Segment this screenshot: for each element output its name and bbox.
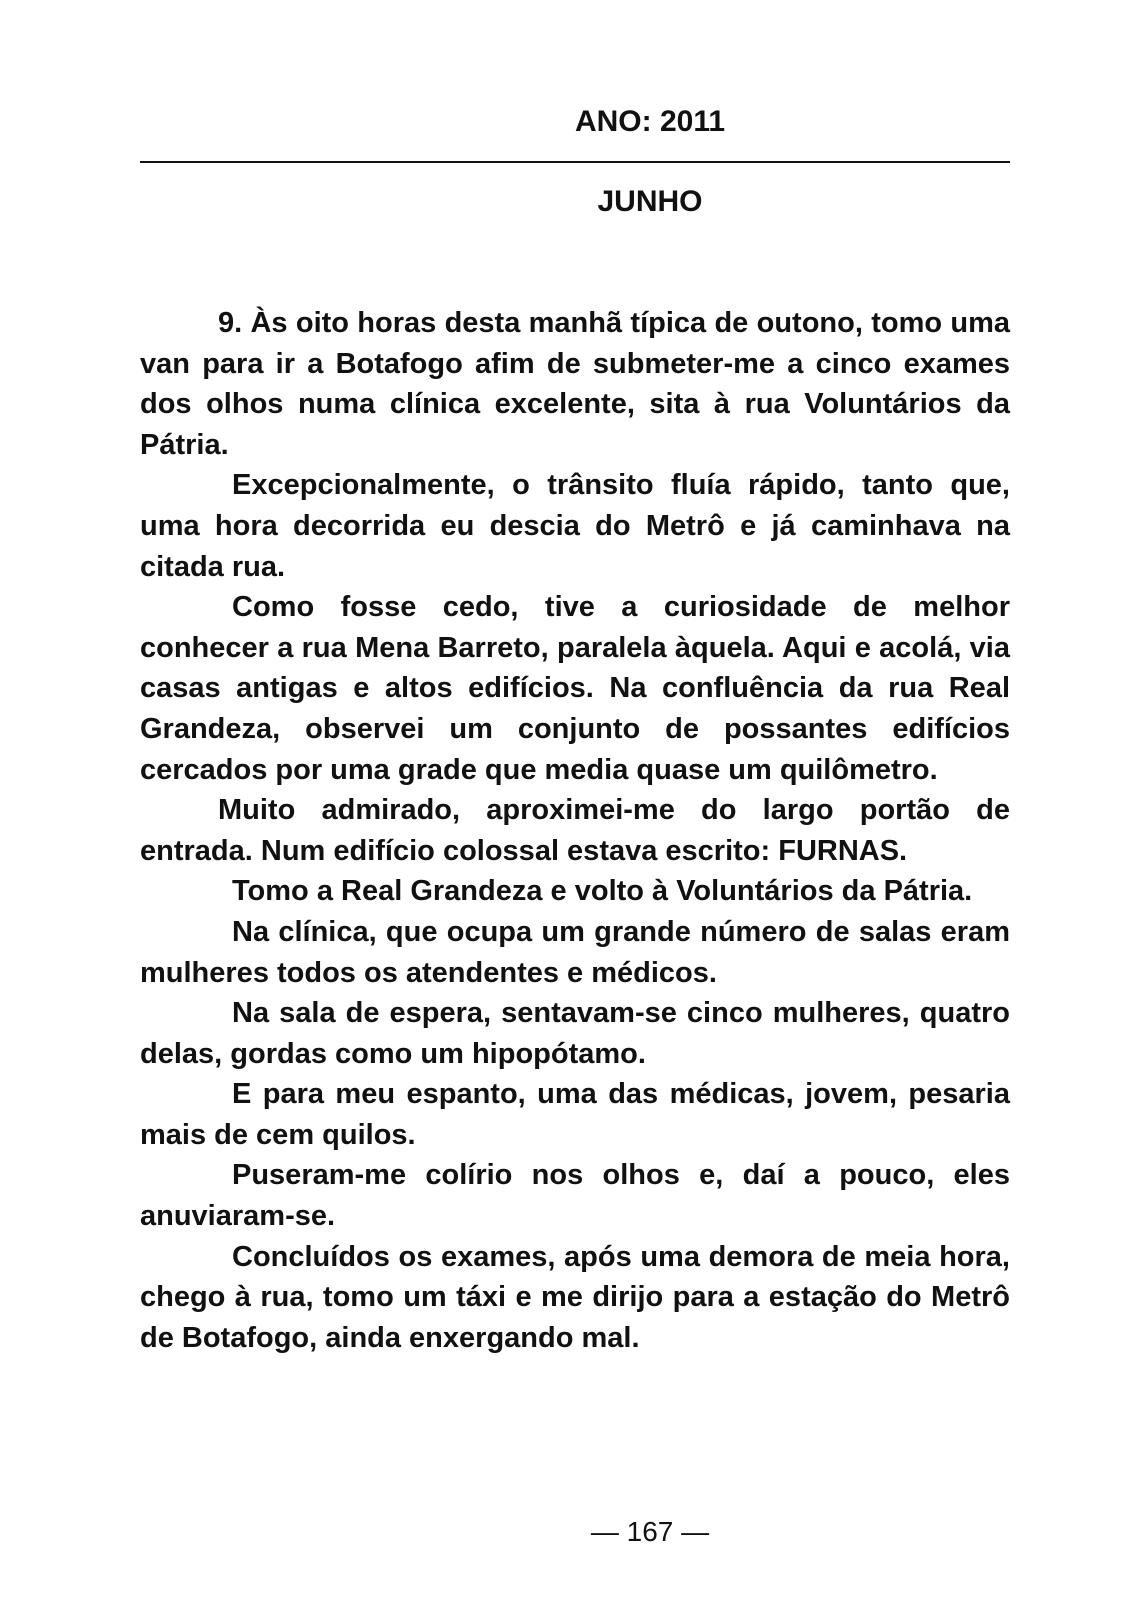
month-heading: JUNHO [597,185,703,218]
year-heading: ANO: 2011 [574,105,726,138]
paragraph: Na sala de espera, sentavam-se cinco mulheres, quatro delas, gordas como um hipopótamo. [140,997,1010,1070]
diary-entry-text [140,303,1010,1358]
paragraph: Como fosse cedo, tive a curiosidade de melhor conhecer a rua Mena Barreto, paralela àquela. Aqui e acolá, via casas antigas e altos edifícios. Na confluência da rua Real Grandeza, observei um conjunto de possantes edifícios cercados por uma grade que media quase um quilômetro. [140,591,1010,786]
paragraph: Excepcionalmente, o trânsito fluía rápido, tanto que, uma hora decorrida eu descia do Metrô e já caminhava na citada rua. [140,469,1010,583]
page-number: — 167 — [590,1516,710,1547]
paragraph: Tomo a Real Grandeza e volto à Voluntários da Pátria. [232,875,973,908]
paragraph: Na clínica, que ocupa um grande número de salas eram mulheres todos os atendentes e médicos. [140,915,1010,989]
paragraph: E para meu espanto, uma das médicas, jovem, pesaria mais de cem quilos. [140,1078,1010,1151]
paragraph: 9. Às oito horas desta manhã típica de outono, tomo uma van para ir a Botafogo afim de submeter-me a cinco exames dos olhos numa clínica excelente, sita à rua Voluntários da Pátria. [140,307,1010,461]
paragraph: Puseram-me colírio nos olhos e, daí a pouco, eles anuviaram-se. [140,1159,1010,1233]
paragraph: Concluídos os exames, após uma demora de meia hora, chego à rua, tomo um táxi e me dirijo para a estação do Metrô de Botafogo, ainda enxergando mal. [140,1240,1010,1354]
paragraph: Muito admirado, aproximei-me do largo portão de entrada. Num edifício colossal estava escrito: FURNAS. [140,794,1010,867]
header-divider [140,161,1010,163]
